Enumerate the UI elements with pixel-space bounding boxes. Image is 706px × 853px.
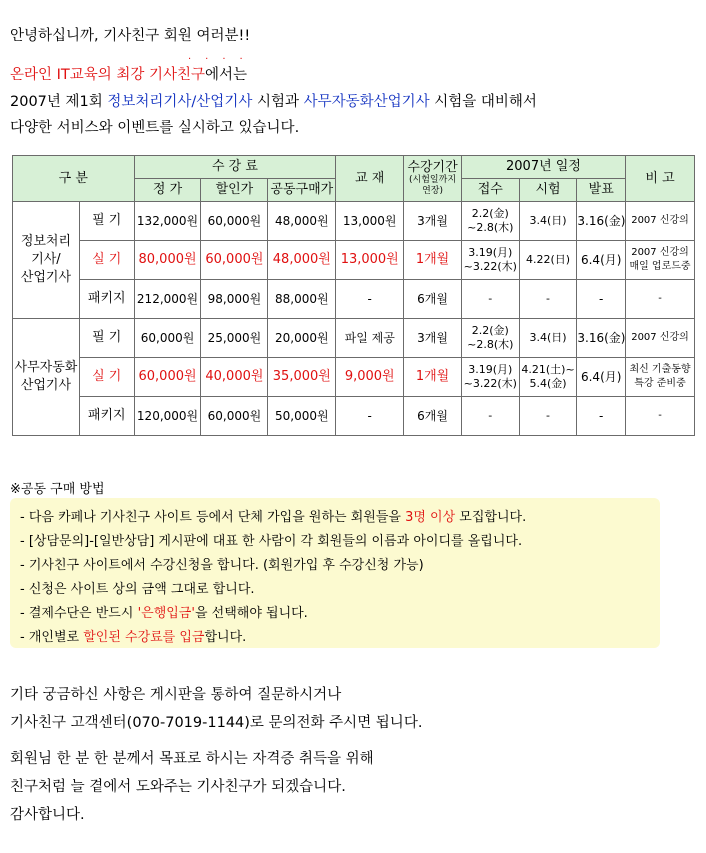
- note-5: [20, 602, 308, 621]
- note-6-b: 합니다.: [204, 630, 247, 645]
- note-cell: 2007 신강의: [626, 202, 695, 241]
- row-type-cell: 필 기: [79, 319, 134, 358]
- group-name-cell: 사무자동화 산업기사: [13, 319, 80, 436]
- header-apply: 접수: [461, 179, 519, 202]
- group-cell: 35,000원: [268, 358, 336, 397]
- footer-line-1: 기타 궁금하신 사항은 게시판을 통하여 질문하시거나: [10, 687, 342, 703]
- note-6-red: 할인된 수강료를 입금: [83, 630, 205, 645]
- table-row: [13, 319, 695, 358]
- header-note: 비 고: [626, 156, 695, 202]
- footer-line-3: 회원님 한 분 한 분께서 목표로 하시는 자격증 취득을 위해: [10, 751, 374, 767]
- table-row: [13, 397, 695, 436]
- book-cell: -: [336, 397, 404, 436]
- result-cell: 6.4(月): [577, 358, 626, 397]
- header-exam: 시험: [519, 179, 577, 202]
- exam-cell: 4.22(日): [519, 241, 577, 280]
- row-type-cell: 실 기: [79, 358, 134, 397]
- header-list-price: 정 가: [134, 179, 201, 202]
- group-cell: 88,000원: [268, 280, 336, 319]
- exam-cell: 4.21(土)~ 5.4(金): [519, 358, 577, 397]
- result-cell: -: [577, 280, 626, 319]
- note-1-b: 모집합니다.: [455, 510, 527, 525]
- footer-line-4: 친구처럼 늘 곁에서 도와주는 기사친구가 되겠습니다.: [10, 779, 346, 795]
- header-result: 발표: [577, 179, 626, 202]
- note-2: - [상담문의]-[일반상담] 게시판에 대표 한 사람이 각 회원들의 이름과 아이디를 올립니다.: [20, 534, 523, 549]
- note-4: - 신청은 사이트 상의 금액 그대로 합니다.: [20, 582, 255, 597]
- intro-l3-b: 시험과: [252, 94, 304, 110]
- header-fee: 수 강 료: [134, 156, 336, 179]
- note-5-b: 을 선택해야 됩니다.: [194, 606, 308, 621]
- apply-cell: -: [461, 280, 519, 319]
- intro-line-3: [10, 90, 537, 111]
- book-cell: -: [336, 280, 404, 319]
- note-5-a: - 결제수단은 반드시: [20, 606, 138, 621]
- result-cell: 3.16(金): [577, 202, 626, 241]
- header-period-label: 수강기간: [407, 159, 458, 175]
- exam-name-1: 정보처리기사/산업기사: [107, 94, 253, 110]
- row-type-cell: 패키지: [79, 280, 134, 319]
- exam-cell: 3.4(日): [519, 202, 577, 241]
- row-type-cell: 필 기: [79, 202, 134, 241]
- group-cell: 50,000원: [268, 397, 336, 436]
- exam-name-2: 사무자동화산업기사: [303, 94, 430, 110]
- emphasis-dots: ····: [188, 54, 257, 65]
- group-cell: 20,000원: [268, 319, 336, 358]
- group-cell: 48,000원: [268, 202, 336, 241]
- apply-cell: -: [461, 397, 519, 436]
- result-cell: 3.16(金): [577, 319, 626, 358]
- note-5-red: '은행입금': [137, 606, 195, 621]
- row-type-cell: 실 기: [79, 241, 134, 280]
- table-row: [13, 358, 695, 397]
- period-cell: 3개월: [404, 319, 462, 358]
- list-cell: 132,000원: [134, 202, 201, 241]
- exam-cell: 3.4(日): [519, 319, 577, 358]
- book-cell: 파일 제공: [336, 319, 404, 358]
- course-price-table: [12, 155, 695, 436]
- intro-l3-c: 시험을 대비해서: [429, 94, 537, 110]
- header-group-price: 공동구매가: [268, 179, 336, 202]
- note-1-red: 3명 이상: [405, 510, 456, 525]
- apply-cell: 3.19(月) ~3.22(木): [461, 241, 519, 280]
- note-cell: 2007 신강의: [626, 319, 695, 358]
- footer-line-2: 기사친구 고객센터(070-7019-1144)로 문의전화 주시면 됩니다.: [10, 715, 423, 731]
- note-cell: -: [626, 397, 695, 436]
- header-book: 교 재: [336, 156, 404, 202]
- footer-line-5: 감사합니다.: [10, 807, 85, 823]
- period-cell: 1개월: [404, 358, 462, 397]
- header-discount-price: 할인가: [201, 179, 268, 202]
- period-cell: 3개월: [404, 202, 462, 241]
- note-6: [20, 626, 246, 645]
- disc-cell: 40,000원: [201, 358, 268, 397]
- note-cell: -: [626, 280, 695, 319]
- intro-line-2: [10, 63, 247, 84]
- intro-l3-a: 2007년 제1회: [10, 94, 108, 110]
- group-name-cell: 정보처리 기사/ 산업기사: [13, 202, 80, 319]
- note-3: - 기사친구 사이트에서 수강신청을 합니다. (회원가입 후 수강신청 가능): [20, 558, 424, 573]
- list-cell: 60,000원: [134, 319, 201, 358]
- book-cell: 9,000원: [336, 358, 404, 397]
- table-row: [13, 202, 695, 241]
- purchase-notes-box: [10, 498, 660, 648]
- list-cell: 80,000원: [134, 241, 201, 280]
- list-cell: 212,000원: [134, 280, 201, 319]
- note-1-a: - 다음 카페나 기사친구 사이트 등에서 단체 가입을 원하는 회원들을: [20, 510, 406, 525]
- disc-cell: 25,000원: [201, 319, 268, 358]
- row-type-cell: 패키지: [79, 397, 134, 436]
- book-cell: 13,000원: [336, 241, 404, 280]
- header-period: [404, 156, 462, 202]
- list-cell: 120,000원: [134, 397, 201, 436]
- period-cell: 6개월: [404, 397, 462, 436]
- table-row: [13, 241, 695, 280]
- apply-cell: 2.2(金) ~2.8(木): [461, 319, 519, 358]
- group-cell: 48,000원: [268, 241, 336, 280]
- result-cell: 6.4(月): [577, 241, 626, 280]
- disc-cell: 60,000원: [201, 397, 268, 436]
- table-row: [13, 280, 695, 319]
- intro-highlight-red: 온라인 IT교육의 최강 기사친구: [10, 67, 206, 83]
- purchase-title: ※공동 구매 방법: [10, 482, 105, 497]
- exam-cell: -: [519, 397, 577, 436]
- exam-cell: -: [519, 280, 577, 319]
- note-cell: 2007 신강의 매일 업로드중: [626, 241, 695, 280]
- greeting-text: 안녕하십니까, 기사친구 회원 여러분!!: [10, 28, 251, 44]
- period-cell: 1개월: [404, 241, 462, 280]
- note-cell: 최신 기출동향 특강 준비중: [626, 358, 695, 397]
- list-cell: 60,000원: [134, 358, 201, 397]
- disc-cell: 98,000원: [201, 280, 268, 319]
- result-cell: -: [577, 397, 626, 436]
- header-period-sub: (시험일까지 연장): [409, 174, 457, 196]
- apply-cell: 2.2(金) ~2.8(木): [461, 202, 519, 241]
- header-category: 구 분: [13, 156, 135, 202]
- book-cell: 13,000원: [336, 202, 404, 241]
- header-schedule: 2007년 일정: [461, 156, 625, 179]
- apply-cell: 3.19(月) ~3.22(木): [461, 358, 519, 397]
- disc-cell: 60,000원: [201, 202, 268, 241]
- disc-cell: 60,000원: [201, 241, 268, 280]
- note-6-a: - 개인별로: [20, 630, 84, 645]
- intro-line2-rest: 에서는: [205, 67, 248, 83]
- note-1: [20, 506, 526, 525]
- intro-line-4: 다양한 서비스와 이벤트를 실시하고 있습니다.: [10, 120, 300, 136]
- period-cell: 6개월: [404, 280, 462, 319]
